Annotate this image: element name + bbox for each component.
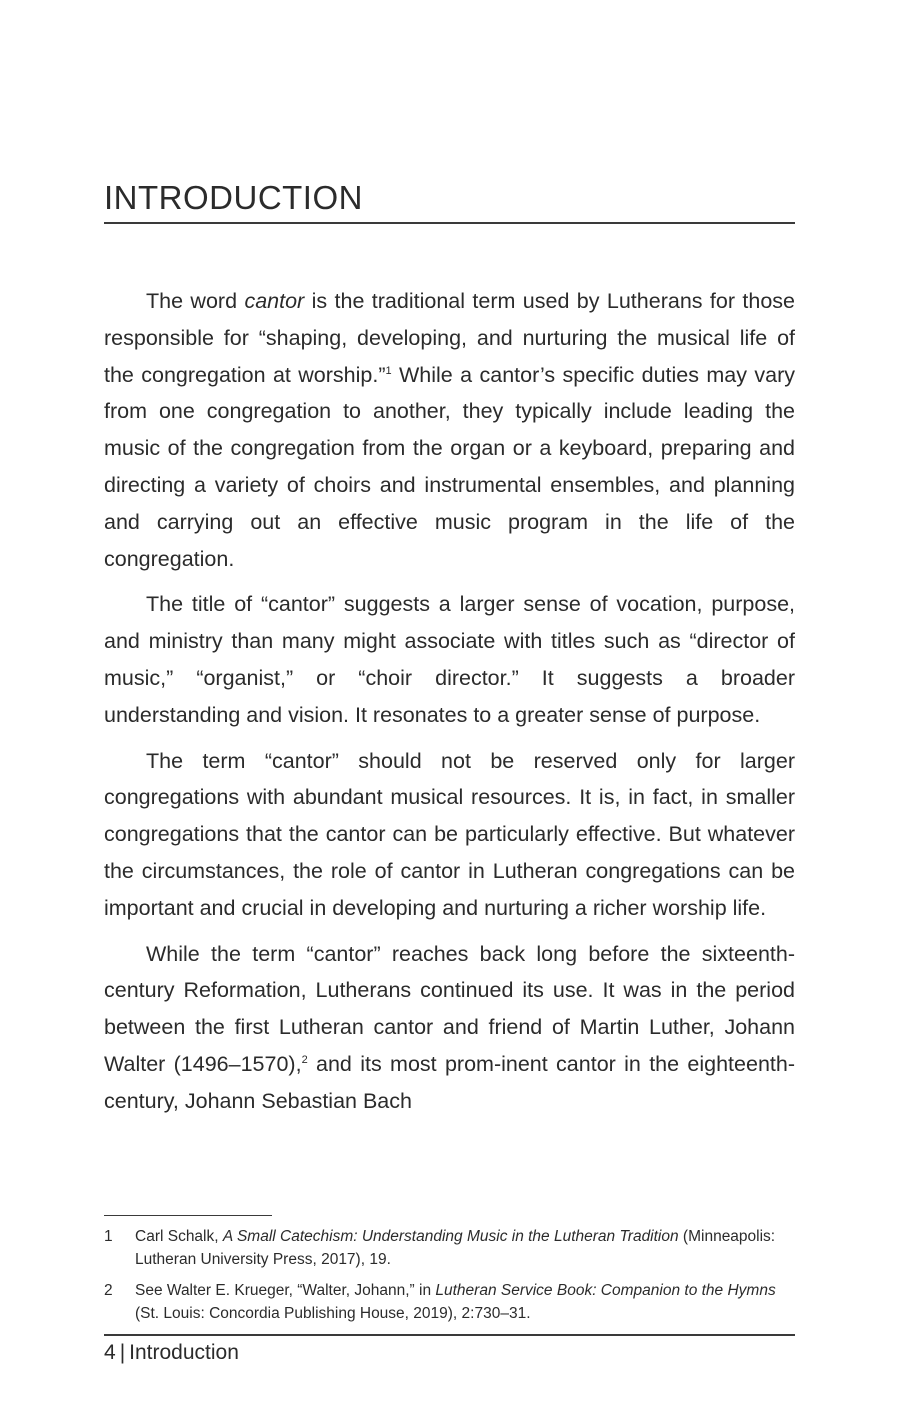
book-page xyxy=(104,0,795,1424)
paragraph-4: While the term “cantor” reaches back long before the sixteenth-century Reformation, Lutherans continued its use. It was in the period between the first Lutheran cantor and friend of Martin Luther, Johann Walter (1496–1570),$^2$ and its most prom-inent cantor in the eighteenth-century, Johann Sebastian Bach xyxy=(104,941,795,1113)
footnote-1 xyxy=(104,1225,795,1271)
footnote-number: 1 xyxy=(104,1228,113,1245)
page-number: 4 xyxy=(104,1341,116,1364)
footer-rule xyxy=(104,1334,795,1336)
folio-separator: | xyxy=(119,1341,126,1364)
chapter-title: INTRODUCTION xyxy=(104,179,363,216)
paragraph-1: The word cantor is the traditional term used by Lutherans for those responsible for “shaping, developing, and nurturing the musical life of the congregation at worship.”$^1$ While a cantor’s specific duties may vary from one congregation to another, they typically include leading the music of the congregation from the organ or a keyboard, preparing and directing a variety of choirs and instrumental ensembles, and planning and carrying out an effective music program in the life of the congregation. xyxy=(104,289,795,571)
footnote-number: 2 xyxy=(104,1282,113,1299)
footnote-2 xyxy=(104,1279,795,1325)
footnote-text: See Walter E. Krueger, “Walter, Johann,” in Lutheran Service Book: Companion to the Hymns (St. Louis: Concordia Publishing House, 2019), 2:730–31. xyxy=(135,1282,776,1322)
running-head: Introduction xyxy=(129,1341,239,1364)
page-footer xyxy=(104,1339,239,1367)
body-text xyxy=(104,283,795,1129)
paragraph-3: The term “cantor” should not be reserved only for larger congregations with abundant musical resources. It is, in fact, in smaller congregations that the cantor can be particularly effective. But whatever the circumstances, the role of cantor in Lutheran congregations can be important and crucial in developing and nurturing a richer worship life. xyxy=(104,748,795,920)
footnote-rule xyxy=(104,1215,272,1216)
footnote-ref-2[interactable]: 2 xyxy=(301,1053,308,1066)
footnote-ref-1[interactable]: 1 xyxy=(385,364,392,377)
title-rule xyxy=(104,222,795,224)
cantor-term: cantor xyxy=(244,289,305,313)
footnote-text: Carl Schalk, A Small Catechism: Understanding Music in the Lutheran Tradition (Minneapolis: Lutheran University Press, 2017), 19. xyxy=(135,1228,776,1268)
footnotes xyxy=(104,1225,795,1333)
paragraph-2: The title of “cantor” suggests a larger sense of vocation, purpose, and ministry than many might associate with titles such as “director of music,” “organist,” or “choir director.” It suggests a broader understanding and vision. It resonates to a greater sense of purpose. xyxy=(104,592,795,727)
